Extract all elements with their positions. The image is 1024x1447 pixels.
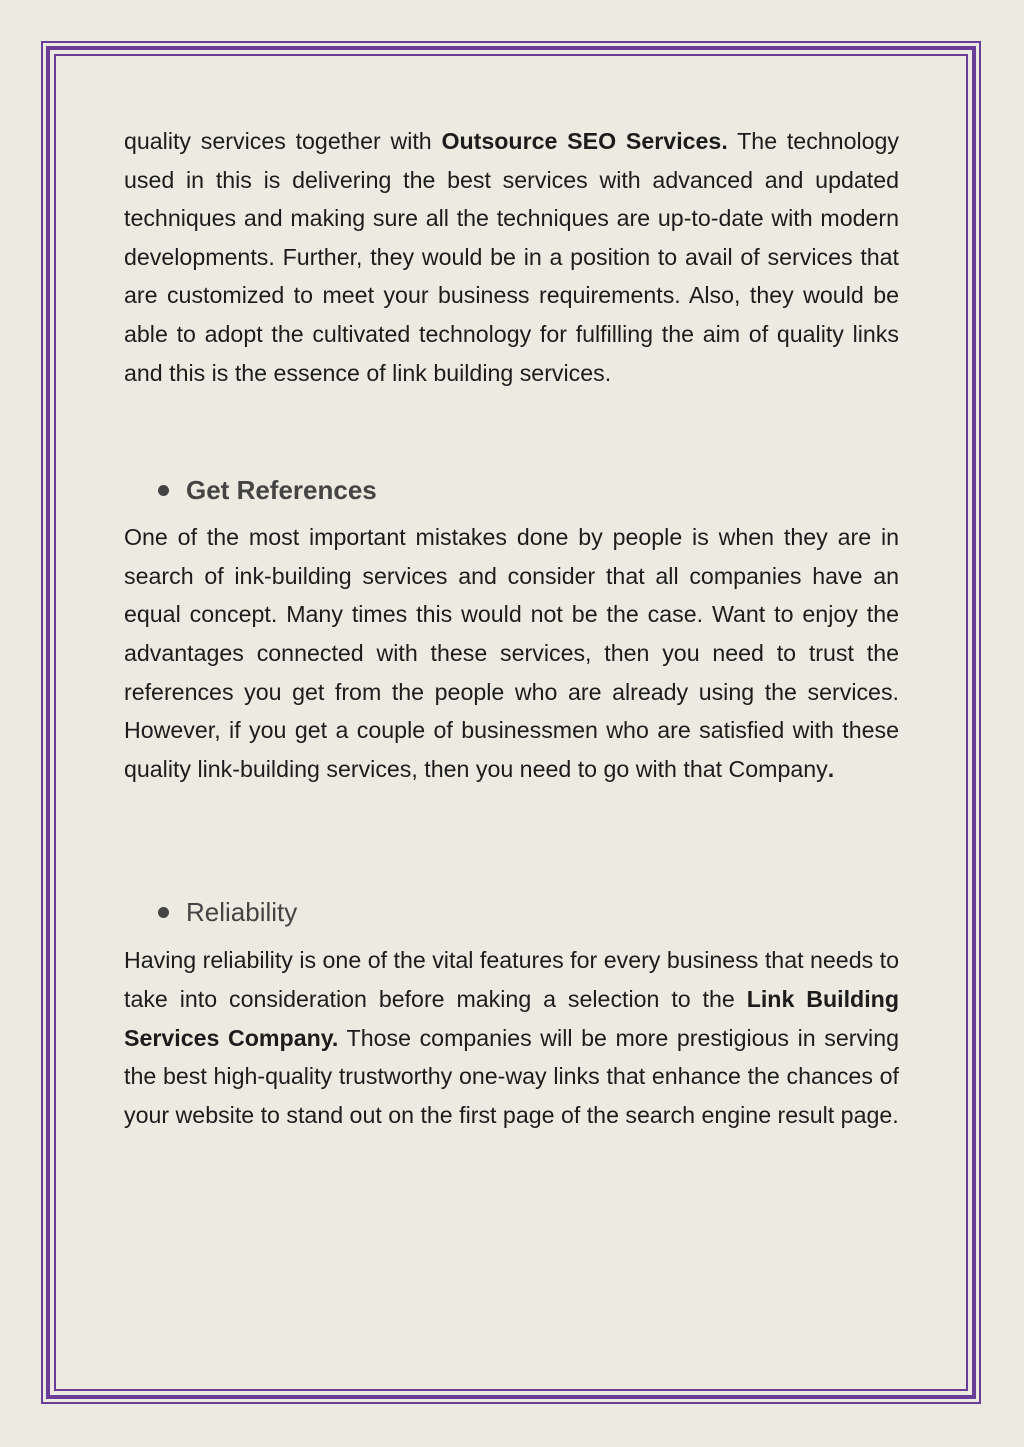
paragraph-text: One of the most important mistakes done by people is when they are in search of ink-building services and consider that all companies have an equal concept. Many times this would not be the case. Want to enjoy the advantages connected with these services, then you need to trust the references you get from the people who are already using the services. However, if you get a couple of businessmen who are satisfied with these quality link-building services, then you need to go with that Company: [124, 524, 899, 782]
paragraph-text: The technology used in this is delivering the best services with advanced and updated techniques and making sure all the techniques are up-to-date with modern developments. Further, they would be in a position to avail of services that are customized to meet your business requirements. Also, they would be able to adopt the cultivated technology for fulfilling the aim of quality links and this is the essence of link building services.: [124, 128, 900, 386]
bullet-icon: [158, 907, 169, 918]
heading-get-references: [158, 470, 899, 510]
heading-title: Get References: [186, 474, 377, 505]
bold-phrase-link-building: Link Building Services Company.: [124, 985, 899, 1051]
paragraph-outsource-seo: [124, 122, 899, 392]
heading-reliability: [158, 892, 899, 932]
paragraph-text: Those companies will be more prestigious in serving the best high-quality trustworthy one-way links that enhance the chances of your website to stand out on the first page of the search engine result page.: [124, 1024, 899, 1128]
document-body: [124, 122, 899, 1134]
paragraph-get-references: [124, 518, 899, 788]
paragraph-text: quality services together with: [124, 128, 442, 154]
bold-phrase-outsource-seo: Outsource SEO Services.: [441, 128, 728, 154]
paragraph-reliability: [124, 941, 899, 1134]
bullet-icon: [158, 485, 169, 496]
heading-title: Reliability: [186, 896, 298, 927]
bold-period: .: [827, 755, 835, 782]
paragraph-text: Having reliability is one of the vital features for every business that needs to take into consideration before making a selection to the: [124, 947, 899, 1012]
